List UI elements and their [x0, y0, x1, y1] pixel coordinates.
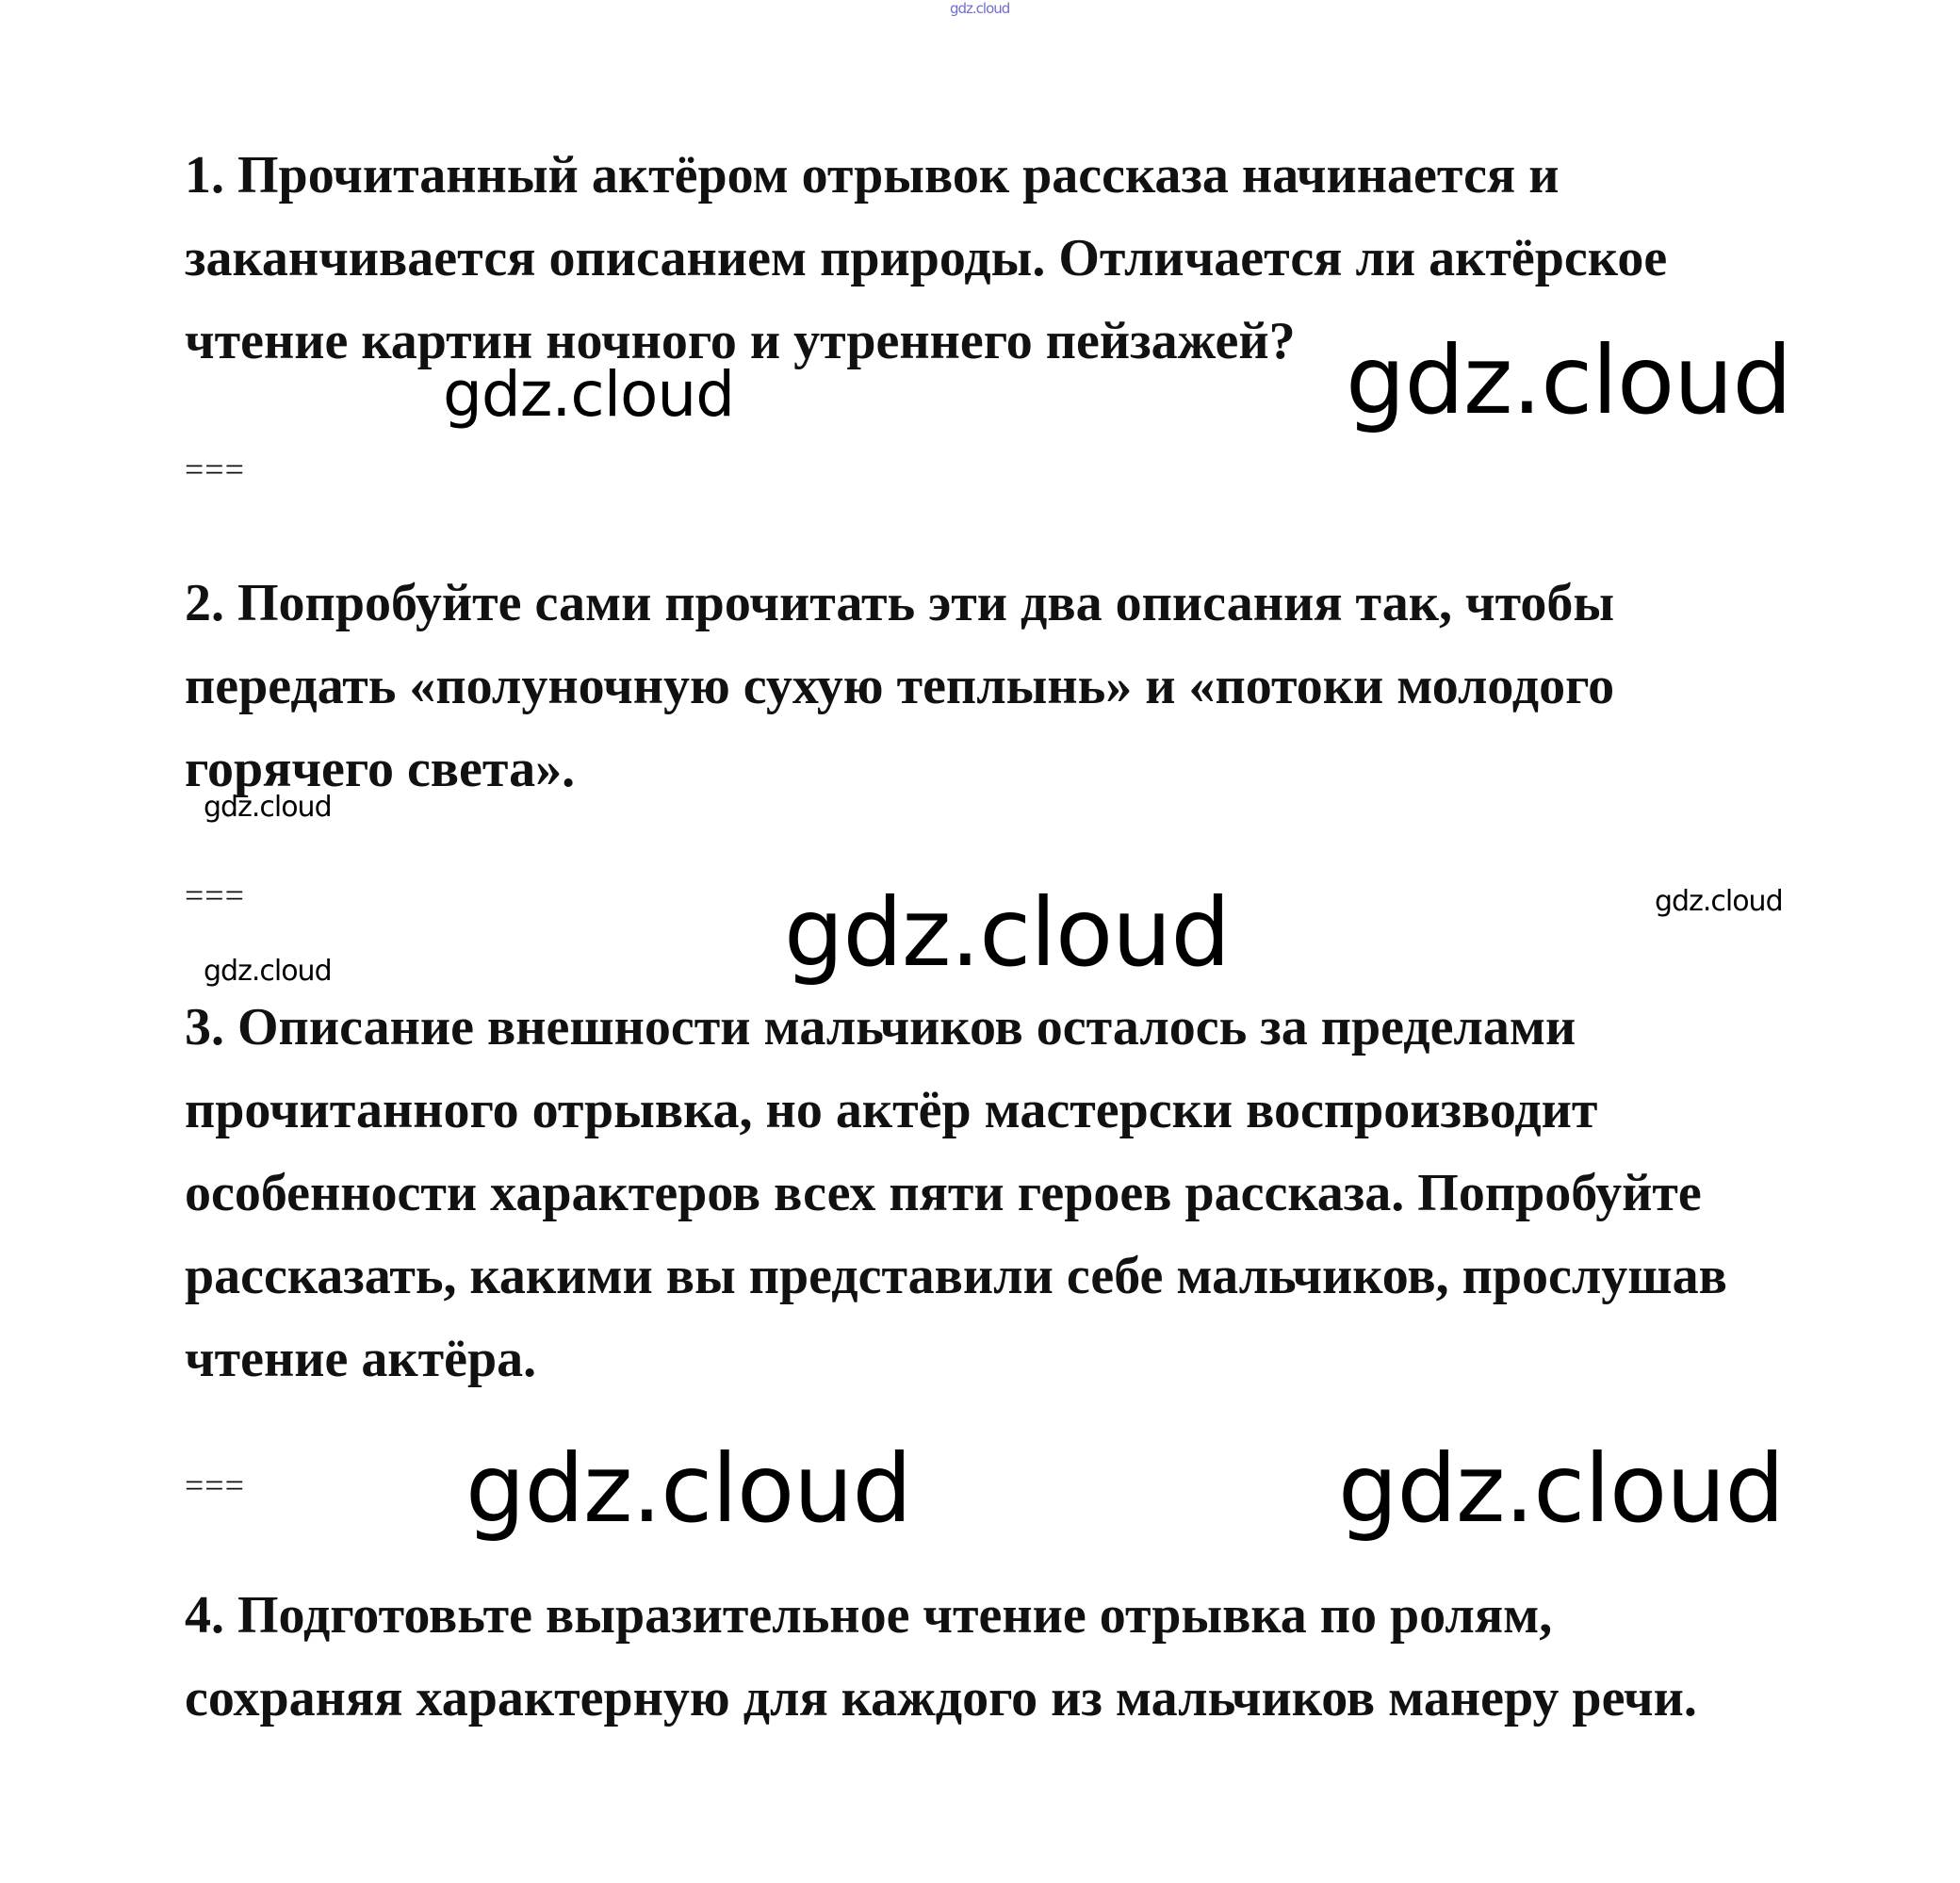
question-3-line-4: рассказать, какими вы представили себе мальчиков, прослушав [185, 1247, 1727, 1305]
watermark: gdz.cloud [443, 358, 735, 431]
question-2-line-1: 2. Попробуйте сами прочитать эти два описания так, чтобы [185, 574, 1615, 632]
watermark: gdz.cloud [784, 877, 1231, 988]
question-1-line-2: заканчивается описанием природы. Отличается ли актёрское [185, 229, 1668, 287]
separator-2: === [185, 876, 245, 914]
question-3-line-1: 3. Описание внешности мальчиков осталось за пределами [185, 998, 1576, 1056]
question-4 [185, 1574, 1697, 1740]
watermark: gdz.cloud [1655, 885, 1783, 918]
question-4-line-1: 4. Подготовьте выразительное чтение отрывка по ролям, [185, 1586, 1553, 1645]
separator-1: === [185, 450, 245, 488]
watermark: gdz.cloud [1346, 325, 1792, 435]
question-2-line-3: горячего света». [185, 740, 576, 798]
question-3-line-5: чтение актёра. [185, 1330, 537, 1388]
question-4-line-2: сохраняя характерную для каждого из мальчиков манеру речи. [185, 1669, 1697, 1727]
question-2 [185, 562, 1614, 811]
question-3-line-2: прочитанного отрывка, но актёр мастерски воспроизводит [185, 1081, 1598, 1139]
question-1-line-3: чтение картин ночного и утреннего пейзажей? [185, 312, 1296, 370]
question-1-line-1: 1. Прочитанный актёром отрывок рассказа начинается и [185, 146, 1560, 205]
separator-3: === [185, 1466, 245, 1504]
question-3 [185, 986, 1727, 1400]
watermark: gdz.cloud [1338, 1433, 1785, 1544]
watermark: gdz.cloud [204, 791, 332, 824]
watermark-top: gdz.cloud [950, 0, 1010, 17]
question-2-line-2: передать «полуночную сухую теплынь» и «потоки молодого [185, 657, 1615, 715]
watermark: gdz.cloud [204, 955, 332, 988]
question-3-line-3: особенности характеров всех пяти героев рассказа. Попробуйте [185, 1164, 1702, 1222]
watermark: gdz.cloud [466, 1433, 912, 1544]
